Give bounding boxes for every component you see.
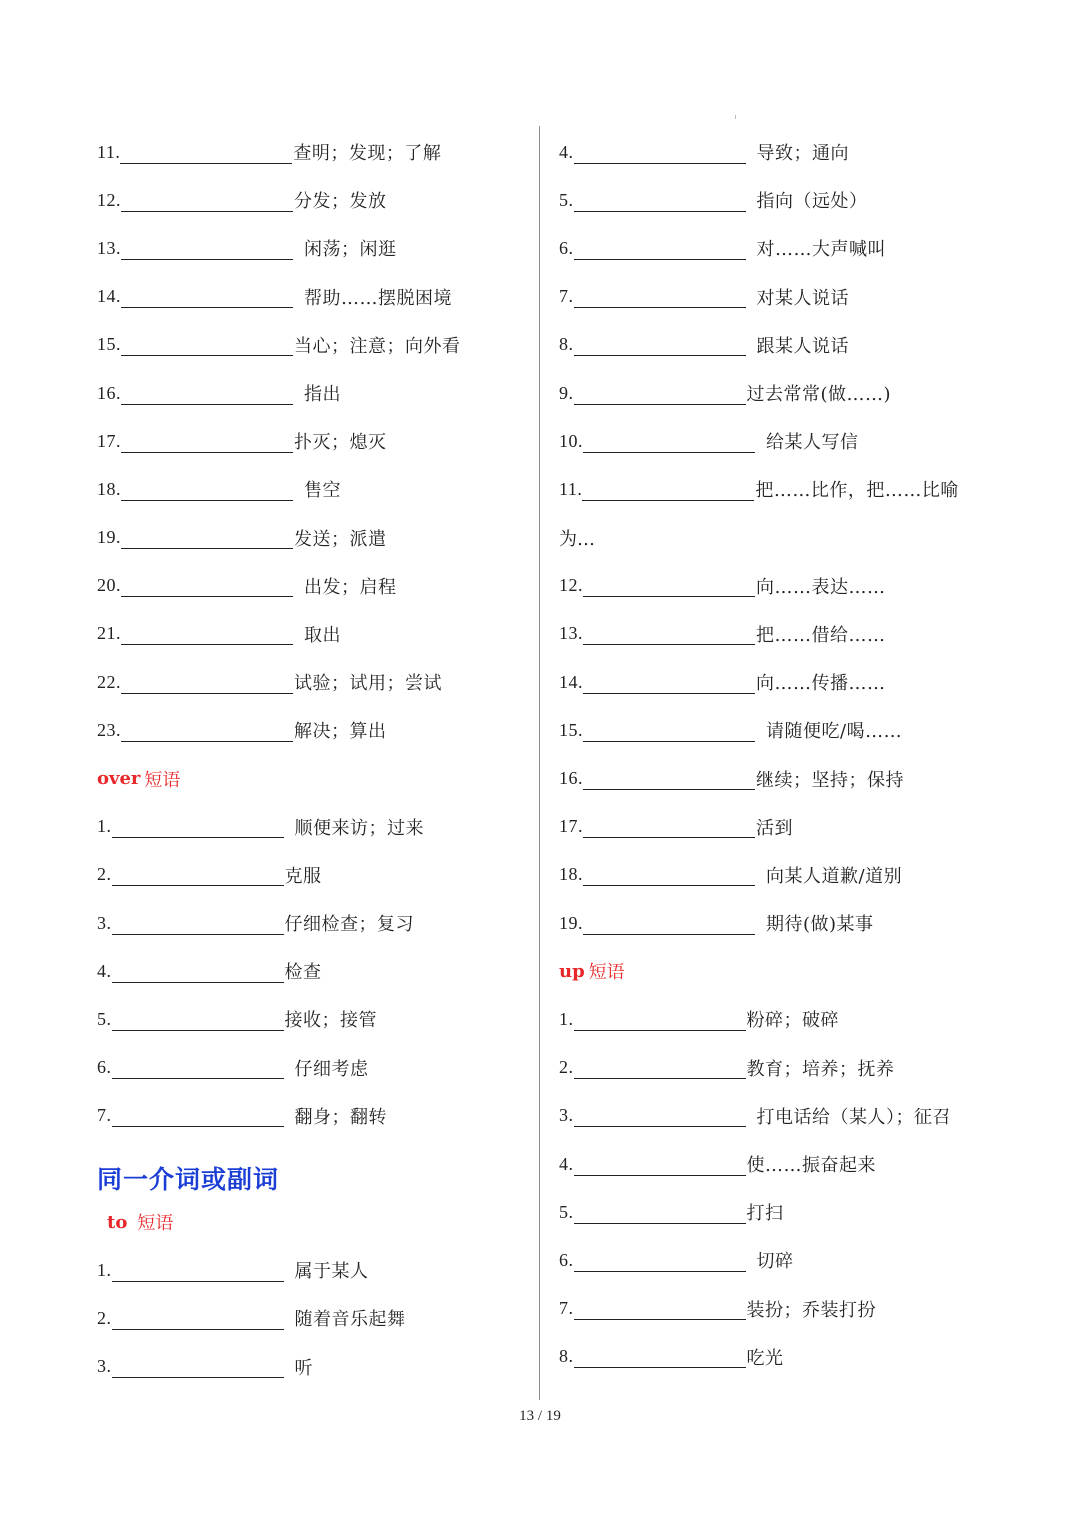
answer-blank[interactable]	[574, 333, 746, 356]
item-meaning: 期待(做)某事	[766, 914, 874, 936]
item-number: 19.	[97, 527, 121, 548]
answer-blank[interactable]	[574, 237, 746, 260]
item-number: 9.	[559, 382, 574, 403]
item-number: 4.	[559, 1153, 574, 1174]
up-list	[559, 995, 999, 1381]
item-meaning: 接收；接管	[284, 1010, 377, 1032]
answer-blank[interactable]	[120, 141, 292, 164]
item-meaning: 查明；发现；了解	[293, 143, 442, 165]
item-meaning: 售空	[304, 480, 341, 502]
item-number: 8.	[559, 334, 574, 355]
item-meaning: 继续；坚持；保持	[756, 769, 904, 791]
item-meaning: 出发；启程	[304, 576, 397, 598]
exercise-item	[97, 417, 517, 465]
exercise-item	[97, 1092, 517, 1140]
exercise-item	[97, 1246, 517, 1294]
item-meaning: 属于某人	[294, 1261, 369, 1283]
item-meaning: 分发；发放	[294, 191, 387, 213]
page-heading: 同一介词或副词	[97, 1164, 280, 1194]
over-section-suffix: 短语	[144, 769, 181, 791]
exercise-item	[97, 369, 517, 417]
item-number: 3.	[97, 1356, 112, 1377]
exercise-item	[559, 465, 999, 513]
exercise-item	[559, 1285, 999, 1333]
item-meaning: 翻身；翻转	[294, 1106, 387, 1128]
item-number: 6.	[559, 237, 574, 258]
exercise-item	[97, 610, 517, 658]
over-section-keyword: over	[97, 768, 141, 790]
item-number: 15.	[559, 719, 583, 740]
answer-blank[interactable]	[574, 141, 746, 164]
answer-blank[interactable]	[121, 526, 293, 549]
answer-blank[interactable]	[574, 1104, 746, 1127]
answer-blank[interactable]	[121, 285, 293, 308]
to-section-keyword: to	[107, 1211, 128, 1233]
item-number: 18.	[559, 864, 583, 885]
exercise-item	[559, 803, 999, 851]
over-list	[97, 803, 517, 1140]
answer-blank[interactable]	[112, 863, 284, 886]
left-column	[97, 128, 517, 1391]
answer-blank[interactable]	[121, 430, 293, 453]
up-section-keyword: up	[559, 960, 585, 982]
exercise-item	[97, 465, 517, 513]
item-meaning: 教育；培养；抚养	[746, 1058, 895, 1080]
answer-blank[interactable]	[574, 1056, 746, 1079]
answer-blank[interactable]	[583, 430, 755, 453]
exercise-item	[559, 610, 999, 658]
item-meaning: 检查	[284, 962, 322, 984]
exercise-item	[559, 1188, 999, 1236]
item-meaning: 帮助……摆脱困境	[304, 287, 452, 309]
item-number: 23.	[97, 719, 121, 740]
item-meaning: 发送；派遣	[294, 528, 387, 550]
item-number: 1.	[559, 1008, 574, 1029]
exercise-item	[97, 995, 517, 1043]
exercise-item	[559, 1044, 999, 1092]
item-meaning: 装扮；乔装打扮	[746, 1299, 876, 1321]
item-number: 12.	[97, 189, 121, 210]
item-number: 11.	[559, 478, 583, 499]
item-number: 4.	[97, 960, 112, 981]
item-number: 16.	[97, 382, 121, 403]
right-column	[559, 128, 999, 1381]
exercise-item	[97, 562, 517, 610]
exercise-item	[97, 128, 517, 176]
item-number: 1.	[97, 816, 112, 837]
wrapped-meaning-line: 为…	[559, 528, 595, 550]
item-meaning: 把……比作，把……比喻	[755, 480, 959, 502]
answer-blank[interactable]	[574, 382, 746, 405]
item-meaning: 克服	[284, 865, 322, 887]
item-number: 2.	[97, 864, 112, 885]
item-number: 6.	[559, 1249, 574, 1270]
answer-blank[interactable]	[121, 382, 293, 405]
exercise-item	[559, 899, 999, 947]
item-meaning: 指向（远处）	[756, 191, 868, 213]
item-meaning: 听	[294, 1357, 313, 1379]
item-meaning: 对……大声喊叫	[756, 239, 886, 261]
item-number: 4.	[559, 141, 574, 162]
item-number: 14.	[97, 286, 121, 307]
item-number: 7.	[559, 1298, 574, 1319]
item-meaning: 切碎	[756, 1251, 794, 1273]
exercise-item	[559, 706, 999, 754]
exercise-item	[559, 369, 999, 417]
right-list-a	[559, 128, 999, 514]
item-number: 2.	[97, 1307, 112, 1328]
item-number: 8.	[559, 1346, 574, 1367]
answer-blank[interactable]	[112, 1104, 284, 1127]
item-number: 18.	[97, 478, 121, 499]
item-meaning: 打电话给（某人）；征召	[756, 1106, 951, 1128]
answer-blank[interactable]	[121, 574, 293, 597]
answer-blank[interactable]	[121, 622, 293, 645]
left-list-a	[97, 128, 517, 754]
exercise-item	[97, 1044, 517, 1092]
item-number: 10.	[559, 430, 583, 451]
exercise-item	[559, 995, 999, 1043]
item-meaning: 把……借给……	[756, 624, 886, 646]
to-list	[97, 1246, 517, 1391]
item-meaning: 粉碎；破碎	[746, 1010, 839, 1032]
exercise-item	[97, 273, 517, 321]
answer-blank[interactable]	[574, 1297, 746, 1320]
item-meaning: 当心；注意；向外看	[294, 335, 461, 357]
exercise-item	[559, 128, 999, 176]
answer-blank[interactable]	[112, 1008, 284, 1031]
item-number: 17.	[97, 430, 121, 451]
item-number: 13.	[559, 623, 583, 644]
exercise-item	[559, 1236, 999, 1284]
item-meaning: 向……表达……	[756, 576, 886, 598]
item-meaning: 对某人说话	[756, 287, 849, 309]
answer-blank[interactable]	[583, 622, 755, 645]
item-number: 12.	[559, 575, 583, 596]
answer-blank[interactable]	[583, 719, 755, 742]
answer-blank[interactable]	[574, 1201, 746, 1224]
item-number: 7.	[559, 286, 574, 307]
item-meaning: 取出	[304, 624, 341, 646]
item-number: 3.	[97, 912, 112, 933]
item-meaning: 向……传播……	[756, 673, 886, 695]
item-number: 11.	[97, 141, 121, 162]
exercise-item	[559, 754, 999, 802]
item-number: 14.	[559, 671, 583, 692]
item-number: 5.	[97, 1008, 112, 1029]
exercise-item	[97, 803, 517, 851]
answer-blank[interactable]	[112, 912, 284, 935]
item-number: 19.	[559, 912, 583, 933]
item-number: 15.	[97, 334, 121, 355]
item-number: 5.	[559, 1201, 574, 1222]
item-meaning: 指出	[304, 384, 341, 406]
item-number: 16.	[559, 768, 583, 789]
answer-blank[interactable]	[121, 671, 293, 694]
answer-blank[interactable]	[574, 1153, 746, 1176]
item-meaning: 活到	[756, 817, 793, 839]
item-number: 5.	[559, 189, 574, 210]
item-number: 6.	[97, 1057, 112, 1078]
column-divider	[539, 126, 540, 1400]
answer-blank[interactable]	[112, 815, 284, 838]
answer-blank[interactable]	[583, 671, 755, 694]
answer-blank[interactable]	[583, 912, 755, 935]
answer-blank[interactable]	[112, 1307, 284, 1330]
item-meaning: 过去常常(做……)	[746, 384, 892, 406]
item-meaning: 闲荡；闲逛	[304, 239, 397, 261]
answer-blank[interactable]	[121, 719, 293, 742]
answer-blank[interactable]	[574, 1249, 746, 1272]
right-list-b	[559, 562, 999, 948]
exercise-item	[97, 851, 517, 899]
item-meaning: 试验；试用；尝试	[294, 673, 442, 695]
answer-blank[interactable]	[574, 189, 746, 212]
item-meaning: 向某人道歉/道别	[766, 865, 903, 887]
item-meaning: 仔细考虑	[294, 1058, 369, 1080]
exercise-item	[97, 1343, 517, 1391]
exercise-item	[97, 1294, 517, 1342]
item-number: 17.	[559, 816, 583, 837]
exercise-item	[97, 899, 517, 947]
item-meaning: 吃光	[746, 1347, 784, 1369]
answer-blank[interactable]	[583, 767, 755, 790]
answer-blank[interactable]	[112, 960, 284, 983]
answer-blank[interactable]	[574, 1008, 746, 1031]
answer-blank[interactable]	[582, 478, 754, 501]
exercise-item	[97, 176, 517, 224]
item-meaning: 解决；算出	[294, 721, 387, 743]
answer-blank[interactable]	[112, 1056, 284, 1079]
answer-blank[interactable]	[583, 863, 755, 886]
item-meaning: 顺便来访；过来	[294, 817, 424, 839]
item-meaning: 仔细检查；复习	[284, 914, 414, 936]
exercise-item	[97, 706, 517, 754]
exercise-item	[97, 658, 517, 706]
exercise-item	[559, 273, 999, 321]
answer-blank[interactable]	[574, 285, 746, 308]
answer-blank[interactable]	[112, 1355, 284, 1378]
item-number: 2.	[559, 1057, 574, 1078]
item-meaning: 使……振奋起来	[746, 1155, 876, 1177]
exercise-item	[97, 224, 517, 272]
page-number: 13 / 19	[519, 1408, 561, 1424]
item-meaning: 扑灭；熄灭	[294, 432, 387, 454]
exercise-item	[559, 1140, 999, 1188]
exercise-item	[559, 417, 999, 465]
answer-blank[interactable]	[583, 815, 755, 838]
to-section-suffix: 短语	[137, 1213, 174, 1235]
answer-blank[interactable]	[121, 333, 293, 356]
item-number: 22.	[97, 671, 121, 692]
item-number: 3.	[559, 1105, 574, 1126]
scan-mark	[735, 115, 736, 119]
answer-blank[interactable]	[121, 478, 293, 501]
exercise-item	[559, 1092, 999, 1140]
exercise-item	[559, 1333, 999, 1381]
item-meaning: 给某人写信	[766, 432, 859, 454]
exercise-item	[559, 562, 999, 610]
exercise-item	[559, 851, 999, 899]
item-number: 1.	[97, 1259, 112, 1280]
item-number: 20.	[97, 575, 121, 596]
item-number: 21.	[97, 623, 121, 644]
over-section-title	[97, 754, 517, 802]
answer-blank[interactable]	[121, 237, 293, 260]
answer-blank[interactable]	[583, 574, 755, 597]
exercise-item	[97, 514, 517, 562]
item-meaning: 随着音乐起舞	[294, 1309, 406, 1331]
exercise-item	[559, 321, 999, 369]
item-meaning: 请随便吃/喝……	[766, 721, 903, 743]
item-meaning: 打扫	[746, 1203, 784, 1225]
exercise-item	[559, 224, 999, 272]
item-number: 7.	[97, 1105, 112, 1126]
item-meaning: 导致；通向	[756, 143, 849, 165]
item-meaning: 跟某人说话	[756, 335, 849, 357]
up-section-title	[559, 947, 999, 995]
up-section-suffix: 短语	[588, 962, 625, 984]
item-number: 13.	[97, 237, 121, 258]
exercise-item	[559, 658, 999, 706]
exercise-item	[97, 947, 517, 995]
exercise-item	[559, 176, 999, 224]
to-section-title	[97, 1198, 517, 1246]
answer-blank[interactable]	[574, 1345, 746, 1368]
answer-blank[interactable]	[121, 189, 293, 212]
answer-blank[interactable]	[112, 1259, 284, 1282]
exercise-item	[97, 321, 517, 369]
